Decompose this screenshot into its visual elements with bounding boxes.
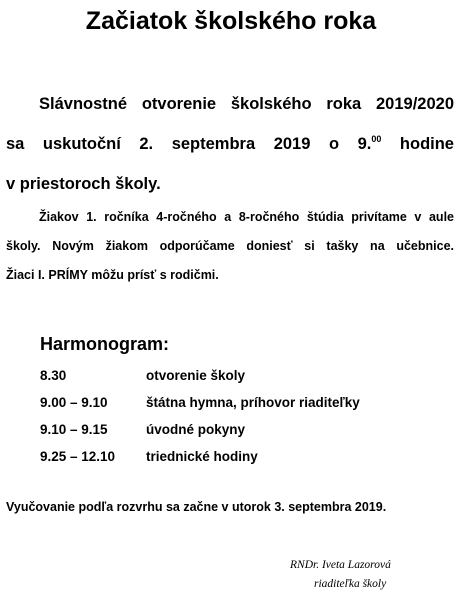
first-year-info	[6, 203, 454, 290]
info-line-2: školy. Novým žiakom odporúčame doniesť si tašky na učebnice.	[6, 239, 454, 253]
schedule-time: 9.25 – 12.10	[40, 449, 116, 464]
announcement-line-2-suffix: hodine	[381, 135, 454, 153]
harmonogram-title: Harmonogram:	[40, 334, 170, 354]
announcement-line-2	[6, 124, 454, 164]
info-line-1: Žiakov 1. ročníka 4-ročného a 8-ročného štúdia privítame v aule	[39, 210, 454, 224]
schedule-event: triednické hodiny	[146, 449, 258, 464]
signature-name: RNDr. Iveta Lazorová	[290, 559, 391, 571]
schedule-event: úvodné pokyny	[146, 422, 246, 437]
schedule-row	[40, 362, 440, 389]
schedule-time: 8.30	[40, 368, 67, 383]
opening-announcement	[6, 84, 454, 204]
announcement-line-2-text: sa uskutoční 2. septembra 2019 o 9.	[6, 135, 372, 153]
info-line-3: Žiaci I. PRÍMY môžu prísť s rodičmi.	[6, 268, 219, 282]
schedule-note: Vyučovanie podľa rozvrhu sa začne v utorok 3. septembra 2019.	[6, 500, 387, 514]
schedule-time: 9.00 – 9.10	[40, 395, 108, 410]
announcement-line-1: Slávnostné otvorenie školského roka 2019/2020	[39, 95, 454, 113]
schedule-row	[40, 416, 440, 443]
announcement-line-3: v priestoroch školy.	[6, 175, 161, 193]
schedule-time: 9.10 – 9.15	[40, 422, 108, 437]
schedule-row	[40, 443, 440, 470]
page-title: Začiatok školského roka	[85, 7, 377, 35]
harmonogram-schedule	[40, 362, 440, 470]
schedule-row	[40, 389, 440, 416]
signature-block	[290, 556, 440, 594]
schedule-event: otvorenie školy	[146, 368, 246, 383]
signature-role: riaditeľka školy	[314, 578, 387, 590]
schedule-event: štátna hymna, príhovor riaditeľky	[146, 395, 360, 410]
announcement-time-minutes: 00	[371, 134, 382, 144]
